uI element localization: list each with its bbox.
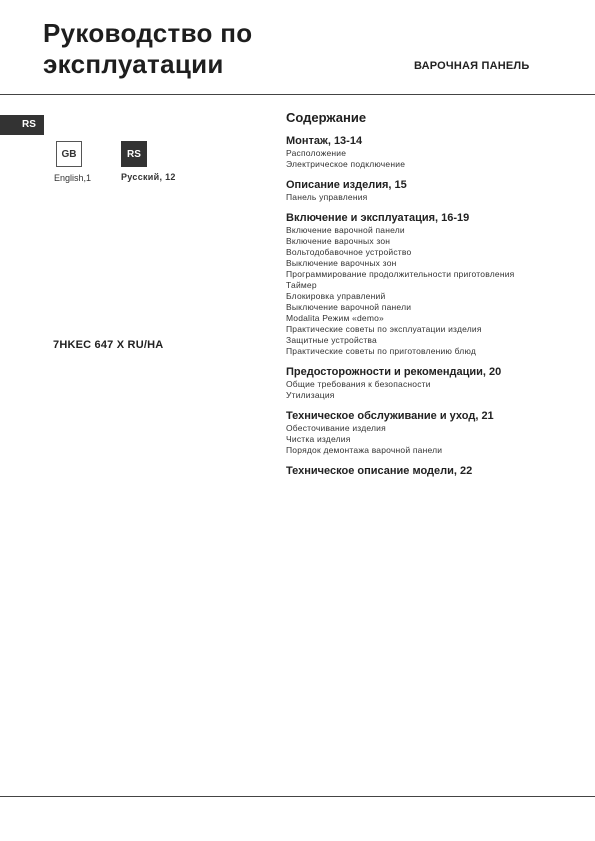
language-badge-gb: GB: [56, 141, 82, 167]
language-label-english: English,1: [54, 173, 92, 183]
model-number: 7HKEC 647 X RU/HA: [53, 339, 164, 351]
toc-item: Выключение варочных зон: [286, 258, 397, 268]
toc-item-list: [286, 379, 576, 401]
toc-item: Чистка изделия: [286, 434, 351, 444]
toc-item: Программирование продолжительности приготовления: [286, 269, 515, 279]
toc-section: [286, 365, 576, 401]
toc-item: Вольтодобавочное устройство: [286, 247, 412, 257]
toc-title: Содержание: [286, 110, 367, 125]
language-badge-rs: RS: [121, 141, 147, 167]
language-side-tab: RS: [0, 115, 44, 135]
toc-sections: [286, 134, 576, 478]
toc-item: Защитные устройства: [286, 335, 377, 345]
product-type-label: ВАРОЧНАЯ ПАНЕЛЬ: [414, 60, 530, 72]
toc-section-heading: Предосторожности и рекомендации, 20: [286, 366, 502, 378]
toc-section-heading: Техническое обслуживание и уход, 21: [286, 410, 494, 422]
toc-item: Практические советы по эксплуатации изделия: [286, 324, 482, 334]
page-title: [43, 18, 252, 80]
toc-section-heading: Описание изделия, 15: [286, 179, 407, 191]
toc-item-list: [286, 423, 576, 456]
toc-item: Таймер: [286, 280, 317, 290]
table-of-contents: [286, 110, 576, 486]
toc-item: Modalita Режим «demo»: [286, 313, 384, 323]
toc-item-list: [286, 192, 576, 203]
toc-item: Практические советы по приготовлению блюд: [286, 346, 477, 356]
toc-item: Расположение: [286, 148, 347, 158]
toc-item: Включение варочной панели: [286, 225, 405, 235]
toc-item: Включение варочных зон: [286, 236, 391, 246]
toc-item: Электрическое подключение: [286, 159, 406, 169]
toc-item-list: [286, 148, 576, 170]
toc-section: [286, 409, 576, 456]
toc-item: Блокировка управлений: [286, 291, 386, 301]
language-label-russian: Русский, 12: [121, 172, 176, 182]
toc-section: [286, 211, 576, 357]
toc-item: Утилизация: [286, 390, 335, 400]
toc-section: [286, 178, 576, 203]
toc-item: Порядок демонтажа варочной панели: [286, 445, 443, 455]
toc-item: Общие требования к безопасности: [286, 379, 431, 389]
toc-item: Панель управления: [286, 192, 368, 202]
footer-divider: [0, 796, 595, 797]
toc-section: [286, 464, 576, 478]
title-line-1: Руководство по: [43, 18, 253, 48]
toc-section-heading: Включение и эксплуатация, 16-19: [286, 212, 470, 224]
toc-section-heading: Техническое описание модели, 22: [286, 465, 473, 477]
toc-item: Выключение варочной панели: [286, 302, 412, 312]
toc-section-heading: Монтаж, 13-14: [286, 135, 363, 147]
title-line-2: эксплуатации: [43, 49, 224, 79]
toc-item: Обесточивание изделия: [286, 423, 386, 433]
toc-section: [286, 134, 576, 170]
toc-item-list: [286, 225, 576, 357]
header-divider: [0, 94, 595, 95]
